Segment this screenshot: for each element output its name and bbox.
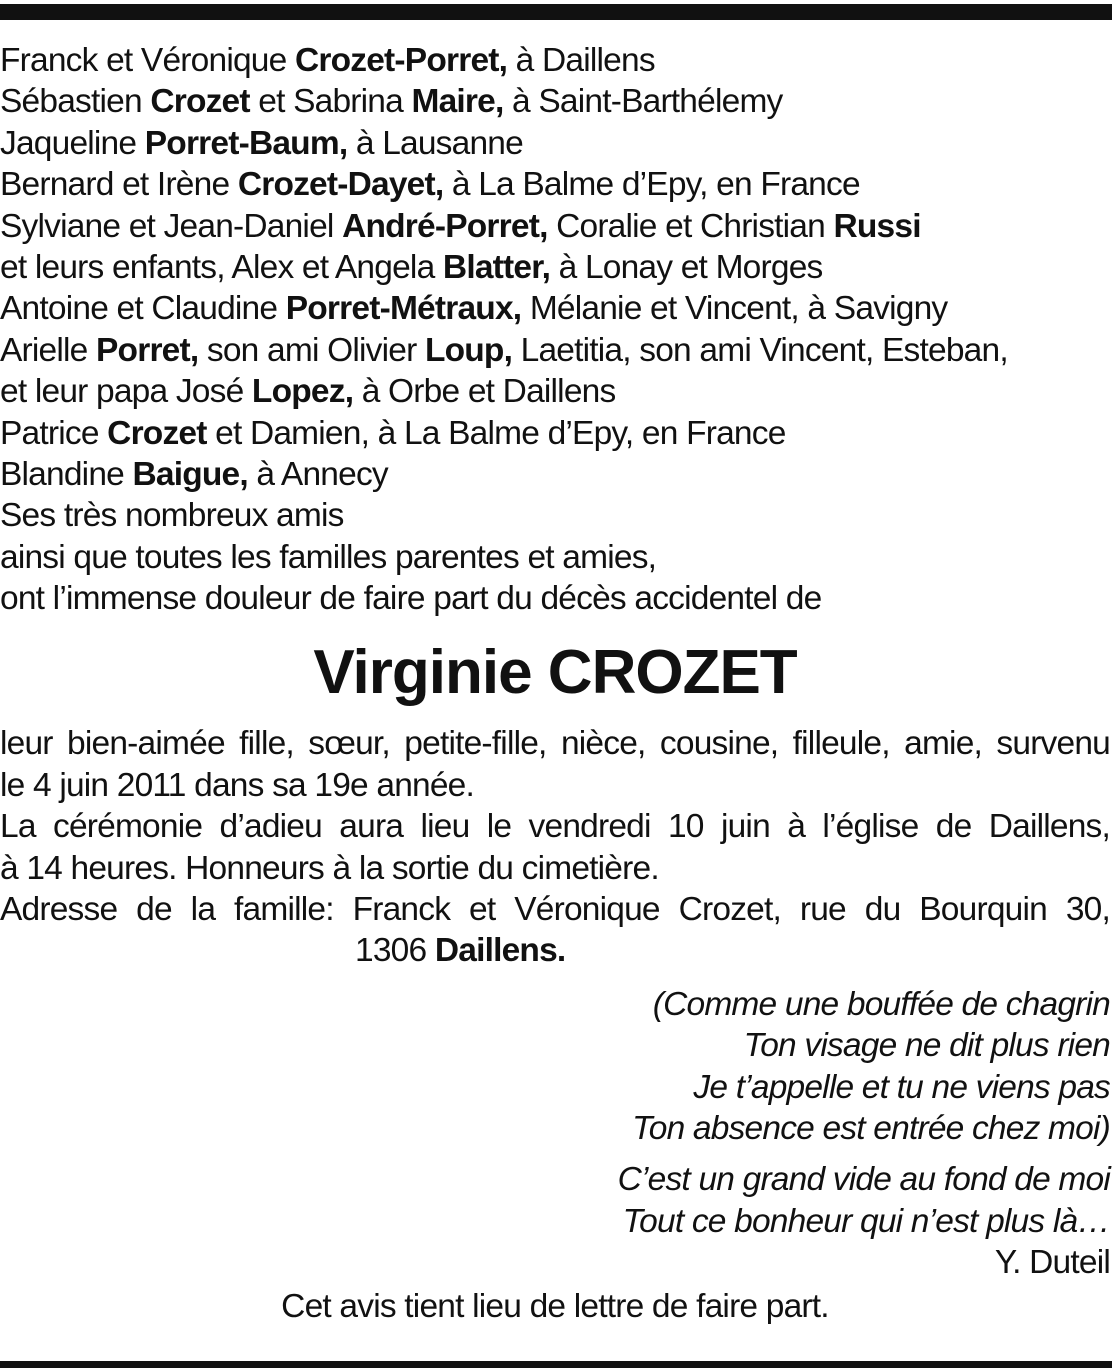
family-line: Patrice Crozet et Damien, à La Balme d’Epy, en France bbox=[0, 414, 786, 452]
stanza-gap bbox=[0, 1149, 1110, 1159]
family-line: Franck et Véronique Crozet-Porret, à Daillens bbox=[0, 42, 655, 79]
family-line: ont l’immense douleur de faire part du décès accidentel de bbox=[0, 580, 822, 618]
poem bbox=[0, 984, 1110, 1284]
poem-line: (Comme une bouffée de chagrin bbox=[652, 985, 1110, 1023]
family-line: et leur papa José Lopez, à Orbe et Daillens bbox=[0, 373, 616, 411]
poem-line: Tout ce bonheur qui n’est plus là… bbox=[622, 1202, 1110, 1240]
top-rule bbox=[0, 4, 1112, 20]
obituary-notice bbox=[0, 40, 1110, 1327]
family-address: Adresse de la famille: Franck et Véronique Crozet, rue du Bourquin 30, bbox=[0, 891, 1110, 929]
closing-note: Cet avis tient lieu de lettre de faire part. bbox=[281, 1287, 829, 1325]
family-line: Sylviane et Jean-Daniel André-Porret, Coralie et Christian Russi bbox=[0, 207, 921, 245]
poem-line: Ton absence est entrée chez moi) bbox=[632, 1109, 1110, 1147]
poem-line: Je t’appelle et tu ne viens pas bbox=[693, 1068, 1110, 1106]
notice-body bbox=[0, 723, 1110, 971]
family-line: Bernard et Irène Crozet-Dayet, à La Balme d’Epy, en France bbox=[0, 166, 860, 204]
family-line: Sébastien Crozet et Sabrina Maire, à Saint-Barthélemy bbox=[0, 83, 783, 121]
family-line: Arielle Porret, son ami Olivier Loup, Laetitia, son ami Vincent, Esteban, bbox=[0, 331, 1008, 369]
family-line: ainsi que toutes les familles parentes et amies, bbox=[0, 538, 657, 576]
body-line: le 4 juin 2011 dans sa 19e année. bbox=[0, 766, 475, 804]
body-line: La cérémonie d’adieu aura lieu le vendredi 10 juin à l’église de Daillens, bbox=[0, 808, 1110, 846]
body-line: à 14 heures. Honneurs à la sortie du cimetière. bbox=[0, 849, 659, 887]
body-line: leur bien-aimée fille, sœur, petite-fille, nièce, cousine, filleule, amie, survenu bbox=[0, 725, 1110, 763]
family-line: Blandine Baigue, à Annecy bbox=[0, 455, 388, 493]
family-line: Jaqueline Porret-Baum, à Lausanne bbox=[0, 124, 523, 162]
poem-line: Ton visage ne dit plus rien bbox=[743, 1027, 1110, 1065]
family-line: Antoine et Claudine Porret-Métraux, Mélanie et Vincent, à Savigny bbox=[0, 290, 948, 328]
poem-author: Y. Duteil bbox=[994, 1244, 1110, 1282]
deceased-name: Virginie CROZET bbox=[313, 638, 797, 708]
family-line: Ses très nombreux amis bbox=[0, 497, 344, 535]
poem-line: C’est un grand vide au fond de moi bbox=[617, 1161, 1110, 1199]
bottom-rule bbox=[0, 1361, 1112, 1368]
family-address-city: 1306 Daillens. bbox=[355, 932, 566, 970]
family-list bbox=[0, 40, 1110, 619]
family-line: et leurs enfants, Alex et Angela Blatter, à Lonay et Morges bbox=[0, 248, 823, 286]
